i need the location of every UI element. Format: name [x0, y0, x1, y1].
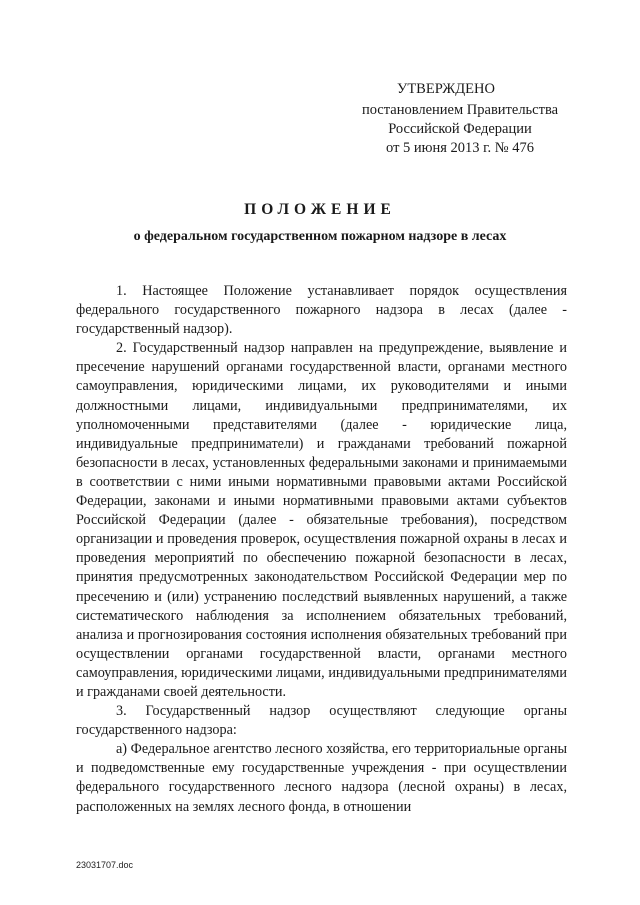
approval-authority: постановлением Правительства — [361, 102, 559, 118]
document-body — [76, 282, 567, 817]
document-file-code: 23031707.doc — [76, 860, 134, 870]
document-title: ПОЛОЖЕНИЕ — [244, 201, 396, 218]
paragraph-3a: а) Федеральное агентство лесного хозяйства, его территориальные органы и подведомственные ему государственные учреждения - при осуществлении федерального государственного лесного надзора (лесной охраны) в лесах, расположенных на землях лесного фонда, в отношении — [76, 741, 567, 815]
approval-block — [335, 80, 585, 158]
paragraph-2: 2. Государственный надзор направлен на предупреждение, выявление и пресечение нарушений органами государственной власти, органами местного самоуправления, юридическими лицами, их руководителями и иными должностными лицами, индивидуальными предпринимателями, их уполномоченными представителями (далее - юридические лица, индивидуальные предприниматели) и гражданами требований пожарной безопасности в лесах, установленных федеральными законами и принимаемыми в соответствии с ними иными нормативными правовыми актами Российской Федерации, законами и иными нормативными правовыми актами субъектов Российской Федерации (далее - обязательные требования), посредством организации и проведения проверок, осуществления пожарной охраны в лесах и проведения мероприятий по обеспечению пожарной безопасности в лесах, принятия предусмотренных законодательством Российской Федерации мер по пресечению и (или) устранению последствий выявленных нарушений, а также систематического наблюдения за исполнением обязательных требований, анализа и прогнозирования состояния исполнения обязательных требований при осуществлении органами государственной власти, органами местного самоуправления, юридическими лицами, индивидуальными предпринимателями и гражданами своей деятельности. — [76, 340, 567, 700]
approval-country: Российской Федерации — [388, 121, 532, 137]
document-subtitle: о федеральном государственном пожарном надзоре в лесах — [133, 229, 507, 244]
paragraph-3: 3. Государственный надзор осуществляют следующие органы государственного надзора: — [76, 703, 567, 739]
approval-stamp: УТВЕРЖДЕНО — [397, 81, 495, 97]
approval-date-number: от 5 июня 2013 г. № 476 — [386, 140, 534, 156]
paragraph-1: 1. Настоящее Положение устанавливает порядок осуществления федерального государственного пожарного надзора в лесах (далее - государственный надзор). — [76, 283, 567, 338]
